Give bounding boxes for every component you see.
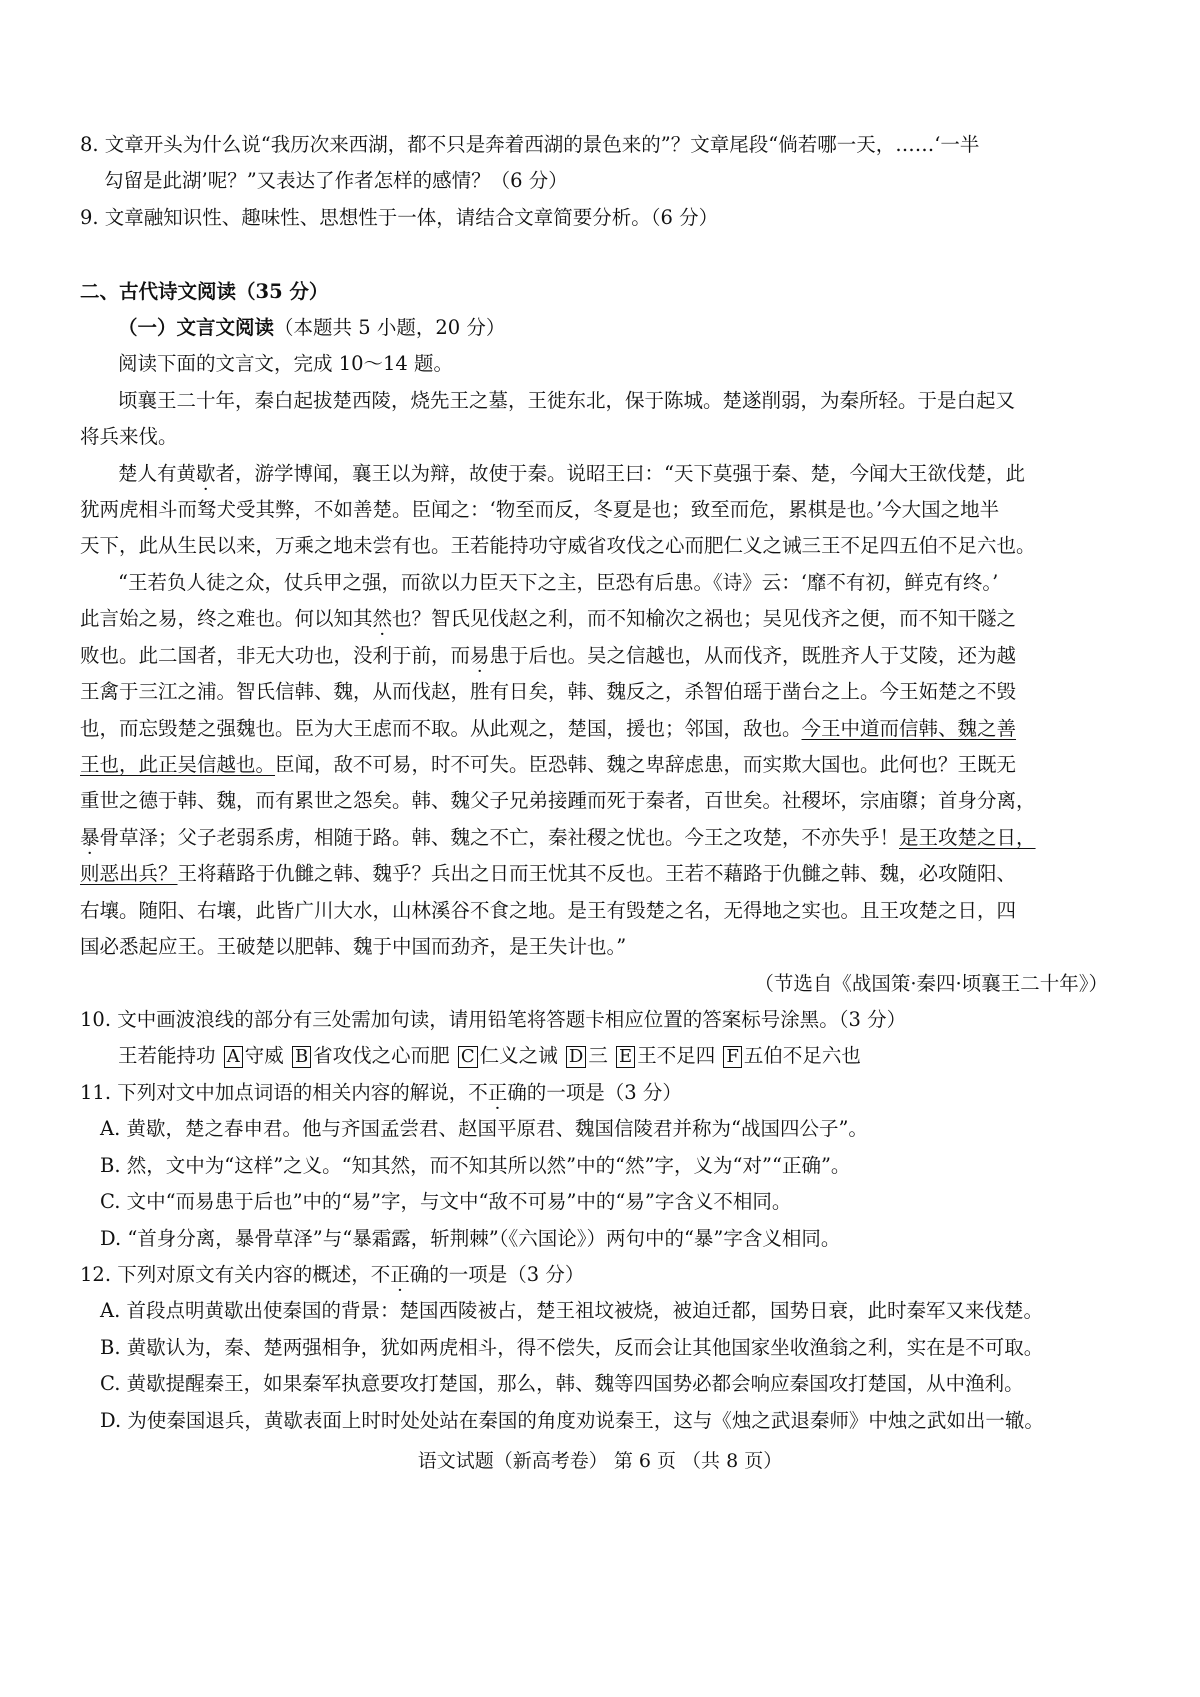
text-run: 骨草泽；父子老弱系虏，相随于路。韩、魏之不亡，秦社稷之忧也。今王之攻楚，不亦失乎！ [99,826,900,849]
passage-line: 重世之德于韩、魏，而有累世之怨矣。韩、魏父子兄弟接踵而死于秦者，百世矣。社稷坏，宗庙隳；首身分离， [80,789,1036,812]
passage-line: 天下，此从生民以来，万乘之地未尝有也。王若能持功守威省攻伐之心而肥仁义之诫三王不足四五伯不足六也。 [80,534,1036,557]
text-run: 的一项是（3 分） [526,1081,682,1104]
q10-box-b: B [292,1046,311,1068]
q12-stem [80,1262,584,1288]
q11-option-d: D. “首身分离，暴骨草泽”与“暴霜露，斩荆棘”（《六国论》）两句中的“暴”字含义相同。 [100,1227,841,1250]
q10-box-d: D [566,1046,586,1068]
passage-line: 犹两虎相斗而驽犬受其弊，不如善楚。臣闻之：‘物至而反，冬夏是也；致至而危，累棋是也。’今大国之地半 [80,498,1000,521]
passage-line: 顷襄王二十年，秦白起拔楚西陵，烧先王之墓，王徙东北，保于陈城。楚遂削弱，为秦所轻。于是白起又 [118,389,1016,412]
q10-segment: 五伯不足六也 [743,1044,861,1067]
text-run: 也？智氏见伐赵之利，而不知榆次之祸也；吴见伐齐之便，而不知干隧之 [392,607,1017,630]
passage-line [80,825,1036,851]
section-title: 二、古代诗文阅读（35 分） [80,280,329,303]
subsection-title: （一）文言文阅读 [118,316,275,339]
q10-segment: 仁义之诫 [479,1044,558,1067]
passage-line: 右壤。随阳、右壤，此皆广川大水，山林溪谷不食之地。是王有毁楚之名，无得地之实也。且王攻楚之日，四 [80,899,1017,922]
emphasis-word: 不正确 [370,1263,430,1286]
subsection-meta: （本题共 5 小题，20 分） [274,316,506,339]
q8-line2: 勾留是此湖’呢？”又表达了作者怎样的感情？（6 分） [104,169,568,192]
underlined-sentence: 今王中道而信韩、魏之善 [801,717,1017,740]
passage-line [80,643,1016,669]
passage-line [80,606,1016,632]
q10-box-f: F [723,1046,742,1068]
dotted-word: 暴 [80,826,100,849]
passage-line [80,752,1016,778]
text-run: 的一项是（3 分） [429,1263,585,1286]
q8-line1: 8. 文章开头为什么说“我历次来西湖，都不只是奔着西湖的景色来的”？文章尾段“倘若哪一天，……‘一半 [80,133,980,156]
text-run: 11. 下列对文中加点词语的相关内容的解说， [80,1081,469,1104]
passage-line: 将兵来伐。 [80,425,178,448]
q10-options [118,1043,861,1069]
passage-source: （节选自《战国策·秦四·顷襄王二十年》） [754,972,1108,995]
q10-box-e: E [616,1046,635,1068]
passage-line: 国必悉起应王。王破楚以肥韩、魏于中国而劲齐，是王失计也。” [80,935,627,958]
text-run: 12. 下列对原文有关内容的概述， [80,1263,371,1286]
passage-line [80,861,1016,887]
text-run: 楚人有黄 [118,462,197,485]
text-run: 王将藉路于仇雠之韩、魏乎？兵出之日而王忧其不反也。王若不藉路于仇雠之韩、魏，必攻随阳、 [177,862,1017,885]
emphasis-word: 不正确 [468,1081,527,1104]
q10-segment: 守威 [244,1044,284,1067]
text-run: 此言始之易，终之难也。何以知其 [80,607,373,630]
underlined-sentence: 则恶出兵？ [80,862,178,885]
underlined-sentence: 王也，此正吴信越也。 [80,753,276,776]
q10-segment: 王不足四 [637,1044,716,1067]
q11-stem [80,1080,682,1106]
dotted-word: 易 [470,644,490,667]
q10-box-a: A [224,1046,243,1068]
reading-instruction: 阅读下面的文言文，完成 10～14 题。 [118,352,454,375]
dotted-word: 然 [372,607,393,630]
q11-option-a: A. 黄歇，楚之春申君。他与齐国孟尝君、赵国平原君、魏国信陵君并称为“战国四公子”。 [100,1117,868,1140]
q12-option-d: D. 为使秦国退兵，黄歇表面上时时处处站在秦国的角度劝说秦王，这与《烛之武退秦师》中烛之武如出一辙。 [100,1409,1044,1432]
text-run: 者，游学博闻，襄王以为辩，故使于秦。说昭王曰：“天下莫强于秦、楚，今闻大王欲伐楚，此 [215,462,1026,485]
q12-option-b: B. 黄歇认为，秦、楚两强相争，犹如两虎相斗，得不偿失，反而会让其他国家坐收渔翁之利，实在是不可取。 [100,1336,1044,1359]
q11-option-b: B. 然，文中为“这样”之义。“知其然，而不知其所以然”中的“然”字，义为“对”“正确”。 [100,1154,851,1177]
text-run: 也，而忘毁楚之强魏也。臣为大王虑而不取。从此观之，楚国，援也；邻国，敌也。 [80,717,802,740]
text-run: 败也。此二国者，非无大功也，没利于前，而 [80,644,471,667]
page-footer: 语文试题（新高考卷） 第 6 页 （共 8 页） [417,1450,783,1472]
q10-segment: 省攻伐之心而肥 [313,1044,450,1067]
passage-line: 王禽于三江之浦。智氏信韩、魏，从而伐赵，胜有日矣，韩、魏反之，杀智伯瑶于凿台之上。今王妬楚之不毁 [80,680,1017,703]
subsection-heading [118,315,505,341]
underlined-sentence: 是王攻楚之日， [899,826,1036,849]
passage-line: “王若负人徒之众，仗兵甲之强，而欲以力臣天下之主，臣恐有后患。《诗》云：‘靡不有初，鲜克有终。’ [118,571,999,594]
q11-option-c: C. 文中“而易患于后也”中的“易”字，与文中“敌不可易”中的“易”字含义不相同。 [100,1190,792,1213]
q12-option-a: A. 首段点明黄歇出使秦国的背景：楚国西陵被占，楚王祖坟被烧，被迫迁都，国势日衰，此时秦军又来伐楚。 [100,1299,1043,1322]
q12-option-c: C. 黄歇提醒秦王，如果秦军执意要攻打楚国，那么，韩、魏等四国势必都会响应秦国攻打楚国，从中渔利。 [100,1372,1024,1395]
text-run: 患于后也。吴之信越也，从而伐齐，既胜齐人于艾陵，还为越 [489,644,1017,667]
q10-segment: 王若能持功 [118,1044,216,1067]
text-run: 臣闻，敌不可易，时不可失。臣恐韩、魏之卑辞虑患，而实欺大国也。此何也？王既无 [275,753,1017,776]
passage-line [80,716,1016,742]
q10-segment: 三 [588,1044,608,1067]
q10-stem: 10. 文中画波浪线的部分有三处需加句读，请用铅笔将答题卡相应位置的答案标号涂黑。（3 分） [80,1008,907,1031]
q10-box-c: C [458,1046,478,1068]
q9-question: 9. 文章融知识性、趣味性、思想性于一体，请结合文章简要分析。（6 分） [80,206,719,229]
dotted-word: 歇 [196,462,216,485]
passage-line [118,461,1025,487]
